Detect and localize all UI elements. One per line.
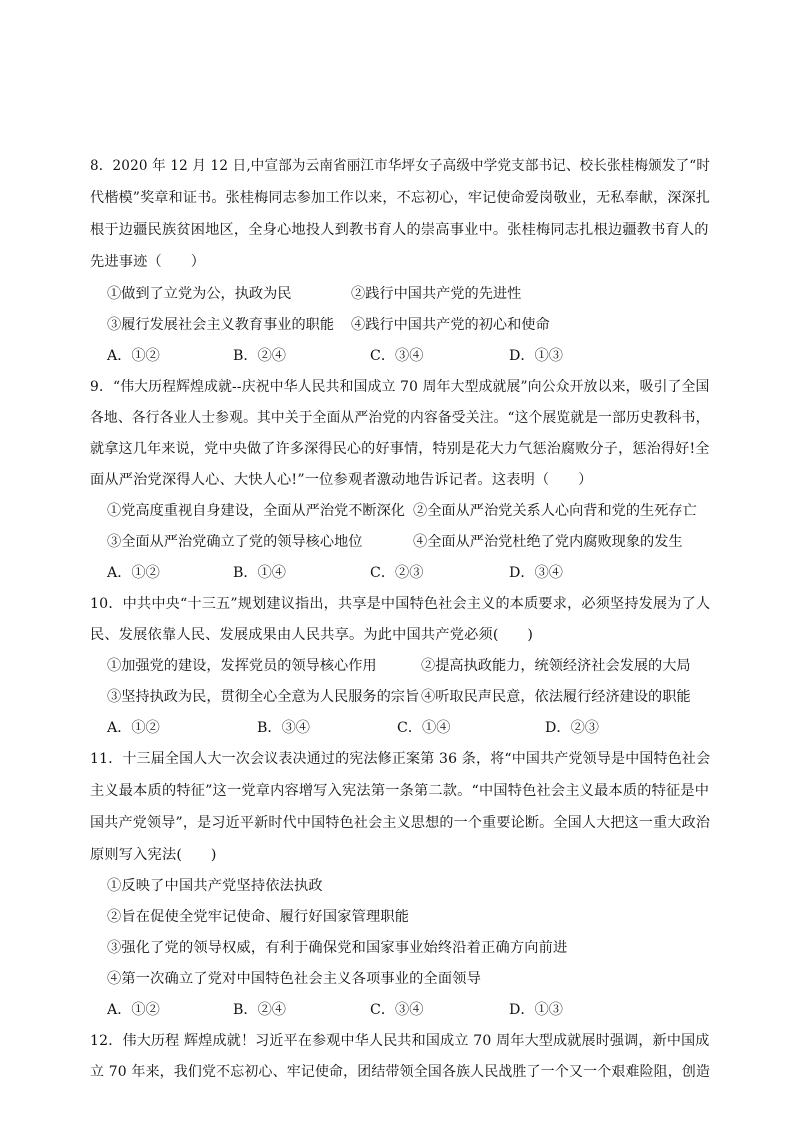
q8-option-b[interactable]: B．②④	[233, 348, 286, 364]
q11-statement-1: ①反映了中国共产党坚持依法执政	[107, 878, 323, 894]
q9-statements-row-1	[107, 501, 707, 521]
q9-option-d[interactable]: D．③④	[509, 565, 563, 581]
q11-statement-2: ②旨在促使全党牢记使命、履行好国家管理职能	[107, 909, 410, 925]
q8-statements-row-2	[107, 315, 707, 335]
q10-statements-row-1	[107, 656, 707, 676]
q9-statement-1: ①党高度重视自身建设，全面从严治党不断深化	[107, 503, 405, 519]
q9-statement-3: ③全面从严治党确立了党的领导核心地位	[107, 534, 363, 550]
q11-option-a[interactable]: A．①②	[107, 1002, 160, 1018]
q11-option-b[interactable]: B．②④	[233, 1002, 286, 1018]
q9-option-a[interactable]: A．①②	[107, 565, 160, 581]
q9-statements-row-2	[107, 532, 707, 552]
q11-statement-4: ④第一次确立了党对中国特色社会主义各项事业的全面领导	[107, 971, 482, 987]
q11-stem-line-2: 主义最本质的特征”这一党章内容增写入宪法第一条第二款。“中国特色社会主义最本质的特征是中	[90, 783, 710, 799]
q11-options	[107, 1000, 707, 1020]
q8-statement-3: ③履行发展社会主义教育事业的职能	[107, 317, 335, 333]
q8-stem-line-3: 根于边疆民族贫困地区，全身心地投人到教书育人的崇高事业中。张桂梅同志扎根边疆教书育人的	[90, 222, 709, 238]
q8-options	[107, 346, 707, 366]
q10-statements-row-2	[107, 687, 707, 707]
q9-option-c[interactable]: C．②③	[370, 565, 424, 581]
q9-options	[107, 563, 707, 583]
q9-stem-line-4: 面从严治党深得人心、大快人心!”一位参观者激动地告诉记者。这表明（ ）	[90, 472, 593, 488]
q9-option-b[interactable]: B．①④	[233, 565, 286, 581]
q8-option-c[interactable]: C．③④	[370, 348, 424, 364]
q9-stem-line-3: 就拿这几年来说，党中央做了许多深得民心的好事情，特别是花大力气惩治腐败分子，惩治得好!全	[90, 441, 710, 457]
q10-statement-2: ②提高执政能力，统领经济社会发展的大局	[421, 658, 691, 674]
q8-statement-1: ①做到了立党为公，执政为民	[107, 286, 292, 302]
q10-option-b[interactable]: B．③④	[257, 720, 310, 736]
q8-stem-line-4: 先进事迹（ ）	[90, 254, 206, 270]
q10-option-d[interactable]: D．②③	[545, 720, 599, 736]
q10-statement-4: ④听取民声民意，依法履行经济建设的职能	[421, 689, 691, 705]
q9-statement-4: ④全面从严治党杜绝了党内腐败现象的发生	[413, 534, 683, 550]
q10-option-a[interactable]: A．①②	[107, 720, 160, 736]
q8-stem-line-2: 代楷模”奖章和证书。张桂梅同志参加工作以来，不忘初心，牢记使命爱岗敬业，无私奉献，深深扎	[90, 190, 711, 206]
q9-stem-line-2: 各地、各行各业人士参观。其中关于全面从严治党的内容备受关注。“这个展览就是一部历史教科书，	[90, 410, 710, 426]
q11-statement-3: ③强化了党的领导权威，有利于确保党和国家事业始终沿着正确方向前进	[107, 940, 568, 956]
q12-stem-line-2: 立 70 年来，我们党不忘初心、牢记使命，团结带领全国各族人民战胜了一个又一个艰难险阻，创造	[90, 1064, 711, 1080]
q11-stem-line-1: 11．十三届全国人大一次会议表决通过的宪法修正案第 36 条，将“中国共产党领导是中国特色社会	[90, 751, 711, 767]
q10-options	[107, 718, 707, 738]
q8-option-a[interactable]: A．①②	[107, 348, 160, 364]
q10-stem-line-2: 民、发展依靠人民、发展成果由人民共享。为此中国共产党必须( )	[90, 627, 534, 643]
q10-statement-1: ①加强党的建设，发挥党员的领导核心作用	[107, 658, 377, 674]
q8-statements-row-1	[107, 284, 707, 304]
q10-stem-line-1: 10．中共中央“十三五”规划建议指出，共享是中国特色社会主义的本质要求，必须坚持发展为了人	[90, 596, 711, 612]
q11-stem-line-3: 国共产党领导”，是习近平新时代中国特色社会主义思想的一个重要论断。全国人大把这一重大政治	[90, 815, 711, 831]
q11-stem-line-4: 原则写入宪法( )	[90, 847, 217, 863]
q12-stem-line-1: 12．伟大历程 辉煌成就！习近平在参观中华人民共和国成立 70 周年大型成就展时强调，新中国成	[90, 1033, 710, 1049]
q8-statement-2: ②践行中国共产党的先进性	[351, 286, 522, 302]
q9-stem-line-1: 9．“伟大历程辉煌成就--庆祝中华人民共和国成立 70 周年大型成就展”向公众开放以来，吸引了全国	[90, 379, 710, 395]
q10-statement-3: ③坚持执政为民，贯彻全心全意为人民服务的宗旨	[107, 689, 420, 705]
q10-option-c[interactable]: C．①④	[397, 720, 451, 736]
q8-option-d[interactable]: D．①③	[509, 348, 563, 364]
q11-option-d[interactable]: D．①③	[509, 1002, 563, 1018]
q11-option-c[interactable]: C．③④	[370, 1002, 424, 1018]
q9-statement-2: ②全面从严治党关系人心向背和党的生死存亡	[413, 503, 697, 519]
q8-stem-line-1: 8．2020 年 12 月 12 日,中宣部为云南省丽江市华坪女子高级中学党支部书记、校长张桂梅颁发了“时	[90, 158, 711, 174]
q8-statement-4: ④践行中国共产党的初心和使命	[351, 317, 550, 333]
